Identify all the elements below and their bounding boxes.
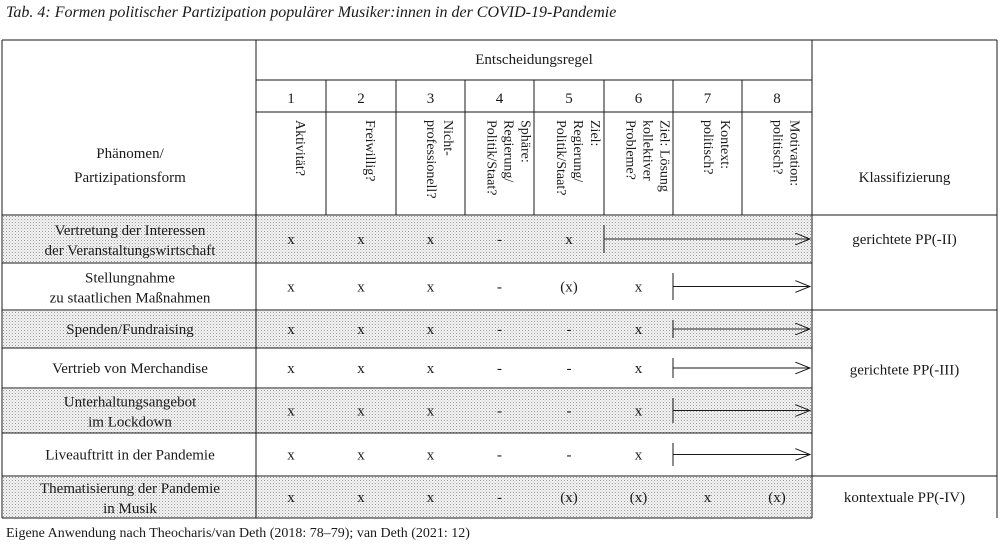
row-label: Vertrieb von Merchandise: [52, 361, 208, 377]
rule-number: 7: [703, 91, 712, 107]
rule-label: Aktivität?: [292, 120, 307, 176]
rule-label: Politik/Staat?: [553, 120, 568, 196]
rule-label: Regierung/: [570, 120, 585, 183]
rule-cell-value: x: [287, 232, 295, 248]
rule-cell-value: x: [565, 232, 573, 248]
rule-cell-value: x: [426, 447, 435, 464]
rule-cell-value: (x): [768, 490, 786, 506]
phenomenon-header: Partizipationsform: [74, 170, 186, 186]
rule-cell-value: x: [426, 361, 435, 377]
rule-cell-value: x: [357, 490, 365, 506]
classification-value: kontextuale PP(-IV): [843, 490, 966, 506]
rule-cell-value: (x): [629, 490, 648, 506]
rule-number: 3: [426, 91, 435, 107]
rule-cell-value: x: [634, 447, 643, 464]
rule-label: Ziel: Lösung: [656, 120, 672, 192]
rule-number: 4: [495, 91, 504, 107]
rule-cell-value: x: [357, 279, 365, 296]
rule-cell-value: x: [426, 279, 435, 296]
rule-cell-value: x: [426, 490, 435, 506]
rule-cell-value: -: [497, 279, 502, 296]
rule-label: Freiwillig?: [362, 120, 377, 182]
rule-label: Motivation:: [786, 120, 802, 187]
row-label: Liveauftritt in der Pandemie: [45, 447, 215, 464]
row-label: Spenden/Fundraising: [66, 322, 194, 338]
rule-label: Politik/Staat?: [483, 120, 499, 196]
table-caption: Tab. 4: Formen politischer Partizipation populärer Musiker:innen in der COVID-19-Pandemie: [6, 4, 617, 21]
rule-cell-value: x: [357, 447, 365, 464]
rule-label: Sphäre:: [517, 120, 533, 163]
row-label: zu staatlichen Maßnahmen: [49, 290, 211, 307]
classification-header: Klassifizierung: [858, 170, 951, 186]
row-label: im Lockdown: [88, 414, 172, 431]
row-label: der Veranstaltungswirtschaft: [44, 243, 216, 259]
rule-cell-value: -: [566, 322, 572, 338]
rule-cell-value: (x): [560, 490, 578, 506]
rule-cell-value: -: [566, 361, 572, 377]
decision-rule-header: Entscheidungsregel: [475, 52, 593, 68]
rule-cell-value: x: [703, 490, 712, 506]
table-source-note: Eigene Anwendung nach Theocharis/van Deth (2018: 78–79); van Deth (2021: 12): [6, 526, 470, 541]
rule-label: Nicht-: [440, 120, 455, 156]
rule-cell-value: x: [634, 322, 643, 338]
rule-cell-value: x: [357, 403, 365, 420]
rule-label: professionell?: [423, 120, 438, 199]
rule-number: 6: [634, 91, 643, 107]
rule-cell-value: x: [426, 232, 435, 248]
rule-label: kollektiver: [639, 120, 655, 181]
row-label: in Musik: [103, 501, 157, 517]
rule-number: 2: [357, 91, 365, 107]
rule-cell-value: x: [634, 361, 643, 377]
rule-label: Probleme?: [622, 120, 638, 180]
rule-cell-value: -: [497, 447, 502, 464]
rule-cell-value: x: [287, 447, 295, 464]
rule-label: politisch?: [700, 120, 715, 175]
rule-cell-value: -: [566, 403, 572, 420]
rule-number: 1: [287, 91, 295, 107]
rule-cell-value: x: [357, 361, 365, 377]
rule-cell-value: x: [287, 403, 295, 420]
rule-cell-value: x: [426, 403, 435, 420]
rule-label: Kontext:: [717, 120, 732, 169]
rule-cell-value: x: [287, 490, 295, 506]
classification-value: gerichtete PP(-II): [852, 232, 957, 248]
rule-cell-value: -: [497, 361, 502, 377]
rule-label: politisch?: [769, 120, 785, 175]
rule-cell-value: -: [497, 403, 502, 420]
rule-number: 5: [565, 91, 573, 107]
classification-value: gerichtete PP(-III): [849, 362, 960, 379]
rule-cell-value: -: [497, 322, 502, 338]
rule-label: Ziel:: [587, 120, 602, 147]
rule-cell-value: x: [426, 322, 435, 338]
row-label: Vertretung der Interessen: [54, 223, 206, 239]
row-label: Thematisierung der Pandemie: [40, 481, 220, 497]
rule-cell-value: x: [357, 232, 365, 248]
row-label: Stellungnahme: [85, 270, 175, 287]
rule-cell-value: x: [357, 322, 365, 338]
rule-cell-value: (x): [560, 279, 578, 296]
rule-cell-value: x: [634, 403, 643, 420]
rule-label: Regierung/: [500, 120, 516, 183]
phenomenon-header: Phänomen/: [96, 146, 164, 162]
rule-cell-value: x: [287, 279, 295, 296]
rule-cell-value: x: [287, 361, 295, 377]
rule-cell-value: x: [287, 322, 295, 338]
row-label: Unterhaltungsangebot: [63, 394, 197, 411]
rule-cell-value: -: [566, 447, 572, 464]
rule-cell-value: -: [497, 232, 502, 248]
rule-cell-value: -: [497, 490, 502, 506]
rule-cell-value: x: [634, 279, 643, 296]
rule-number: 8: [773, 91, 781, 107]
